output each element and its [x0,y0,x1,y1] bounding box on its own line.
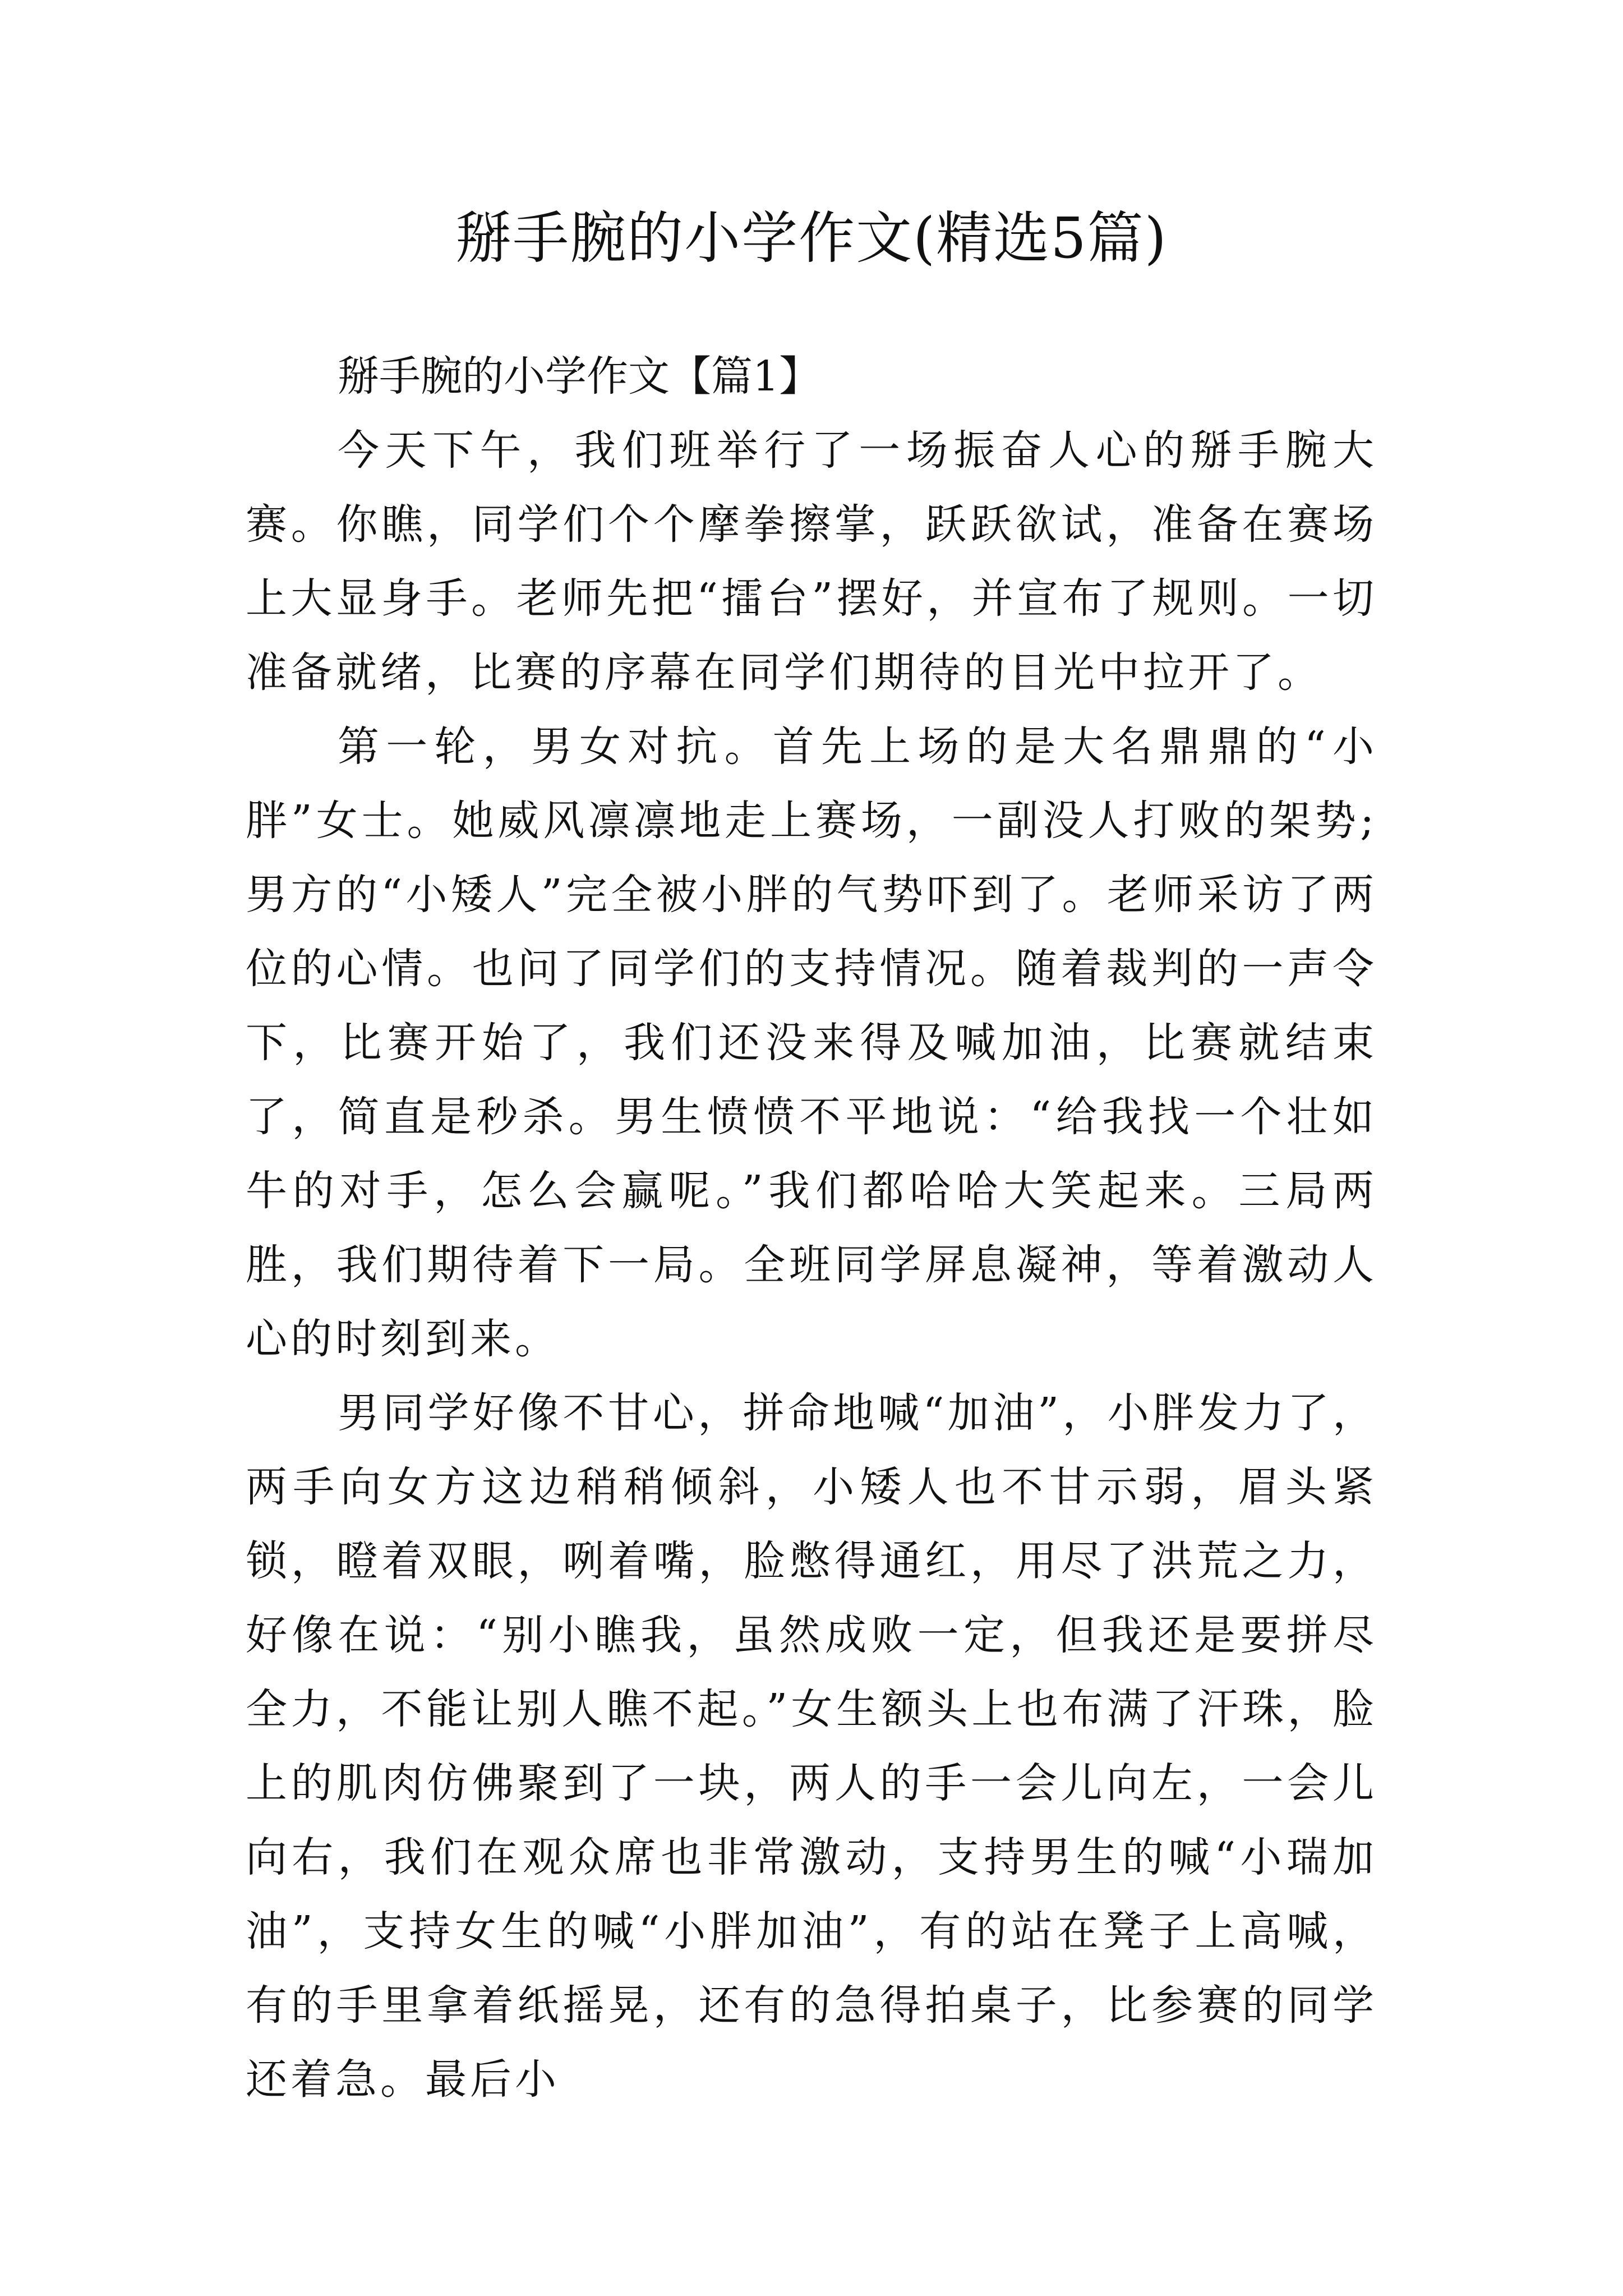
paragraph-3: 男同学好像不甘心，拼命地喊“加油”，小胖发力了，两手向女方这边稍稍倾斜，小矮人也不甘示弱，眉头紧锁，瞪着双眼，咧着嘴，脸憋得通红，用尽了洪荒之力，好像在说：“别小瞧我，虽然成败一定，但我还是要拼尽全力，不能让别人瞧不起。”女生额头上也布满了汗珠，脸上的肌肉仿佛聚到了一块，两人的手一会儿向左，一会儿向右，我们在观众席也非常激动，支持男生的喊“小瑞加油”，支持女生的喊“小胖加油”，有的站在凳子上高喊，有的手里拿着纸摇晃，还有的急得拍桌子，比参赛的同学还着急。最后小 [246,1389,1377,2104]
document-body [246,339,1377,2116]
document-title: 掰手腕的小学作文(精选5篇) [455,205,1168,271]
paragraph-1: 今天下午，我们班举行了一场振奋人心的掰手腕大赛。你瞧，同学们个个摩拳擦掌，跃跃欲试，准备在赛场上大显身手。老师先把“擂台”摆好，并宣布了规则。一切准备就绪，比赛的序幕在同学们期待的目光中拉开了。 [246,426,1377,697]
paragraph-2: 第一轮，男女对抗。首先上场的是大名鼎鼎的“小胖”女士。她威风凛凛地走上赛场，一副没人打败的架势;男方的“小矮人”完全被小胖的气势吓到了。老师采访了两位的心情。也问了同学们的支持情况。随着裁判的一声令下，比赛开始了，我们还没来得及喊加油，比赛就结束了，简直是秒杀。男生愤愤不平地说：“给我找一个壮如牛的对手，怎么会赢呢。”我们都哈哈大笑起来。三局两胜，我们期待着下一局。全班同学屏息凝神，等着激动人心的时刻到来。 [246,723,1377,1363]
section-heading: 掰手腕的小学作文【篇1】 [338,352,821,401]
